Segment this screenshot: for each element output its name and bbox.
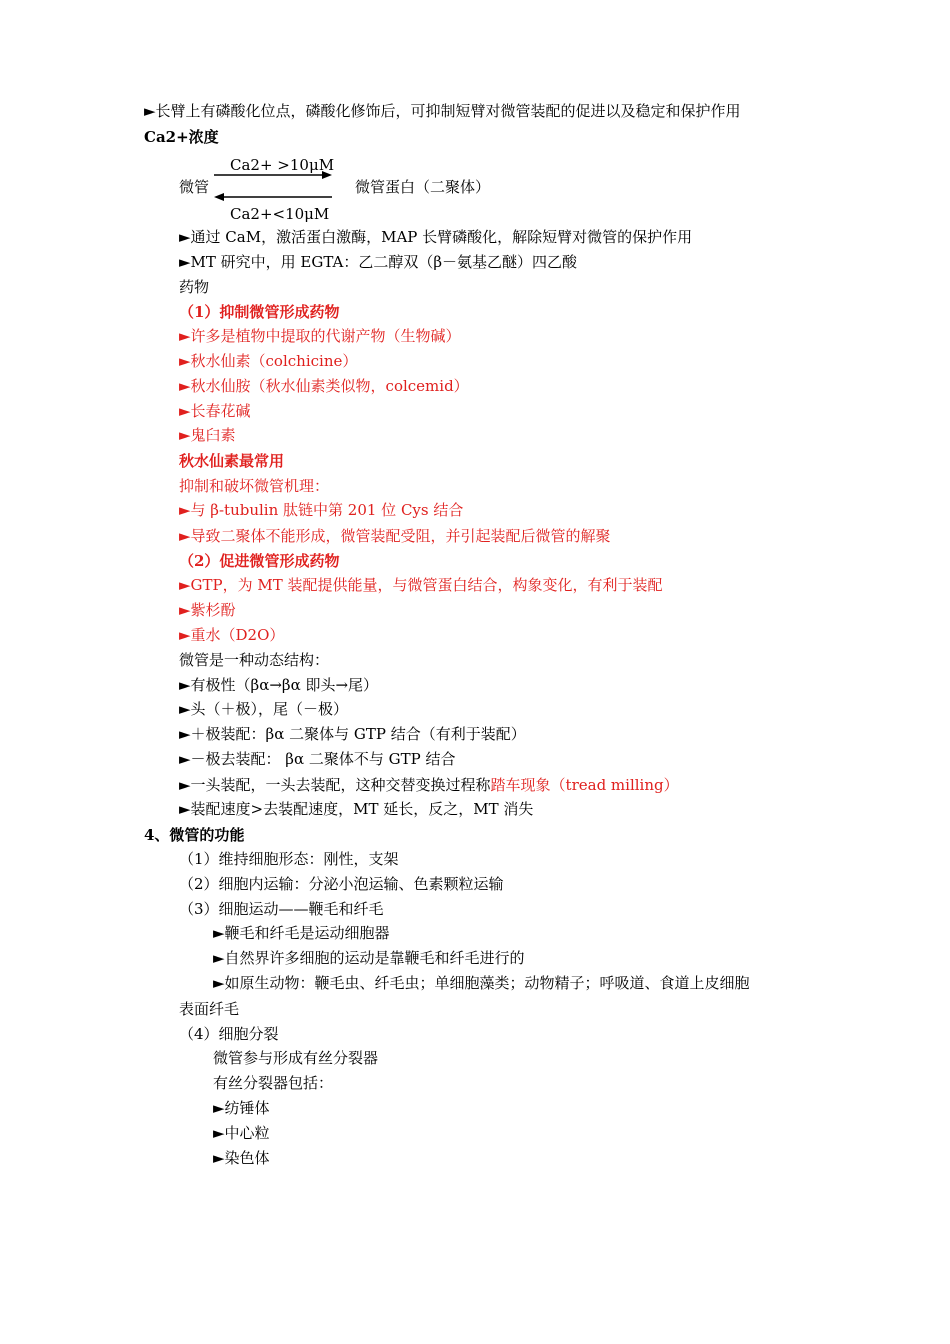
text-line: ►导致二聚体不能形成，微管装配受阻，并引起装配后微管的解聚 [179,527,611,545]
text-line: ►装配速度>去装配速度，MT 延长，反之，MT 消失 [179,800,534,818]
text-line: ►中心粒 [213,1124,270,1142]
text-line: ►纺锤体 [213,1099,270,1117]
reversible-arrow-icon [210,170,336,202]
text-line: ►通过 CaM，激活蛋白激酶，MAP 长臂磷酸化，解除短臂对微管的保护作用 [179,228,693,246]
text-line: 微管是一种动态结构： [179,651,330,669]
text-line [179,775,679,795]
bottom-condition-label: Ca2+<10μM [230,205,330,223]
highlighted-term: 踏车现象（tread milling） [490,776,679,794]
text-line: ►头（＋极），尾（－极） [179,700,349,718]
text-line: 抑制和破坏微管机理： [179,477,330,495]
text-line: ►秋水仙胺（秋水仙素类似物，colcemid） [179,377,469,395]
text-line: ►重水（D2O） [179,626,285,644]
text-line: 表面纤毛 [179,1000,240,1018]
text-span: ►一头装配，一头去装配，这种交替变换过程称 [179,776,491,794]
right-term: 微管蛋白（二聚体） [355,178,491,196]
text-line: （1）维持细胞形态：刚性，支架 [179,850,399,868]
text-line: ►紫杉酚 [179,601,236,619]
text-line: ►有极性（βα→βα 即头→尾） [179,676,379,694]
text-line: （3）细胞运动——鞭毛和纤毛 [179,900,384,918]
text-line: 微管参与形成有丝分裂器 [213,1049,379,1067]
text-line: ►＋极装配：βα 二聚体与 GTP 结合（有利于装配） [179,725,526,743]
text-line: ►长春花碱 [179,402,251,420]
text-line: （2）细胞内运输：分泌小泡运输、色素颗粒运输 [179,875,504,893]
text-line: ►长臂上有磷酸化位点，磷酸化修饰后，可抑制短臂对微管装配的促进以及稳定和保护作用 [144,102,741,120]
text-line: ►染色体 [213,1149,270,1167]
text-line: 有丝分裂器包括： [213,1074,334,1092]
text-line: （4）细胞分裂 [179,1025,279,1043]
text-line: ►鬼臼素 [179,426,236,444]
text-line: ►MT 研究中，用 EGTA：乙二醇双（β－氨基乙醚）四乙酸 [179,253,578,271]
text-line: ►－极去装配： βα 二聚体不与 GTP 结合 [179,750,456,768]
text-line: ►秋水仙素（colchicine） [179,352,358,370]
left-term: 微管 [179,178,210,196]
text-line: ►鞭毛和纤毛是运动细胞器 [213,924,390,942]
subsection-heading: （2）促进微管形成药物 [179,552,340,570]
text-line: ►许多是植物中提取的代谢产物（生物碱） [179,327,461,345]
subsection-heading: （1）抑制微管形成药物 [179,303,340,321]
text-line: ►自然界许多细胞的运动是靠鞭毛和纤毛进行的 [213,949,525,967]
text-line: ►如原生动物：鞭毛虫、纤毛虫；单细胞藻类；动物精子；呼吸道、食道上皮细胞 [213,974,750,992]
text-line: ►与 β-tubulin 肽链中第 201 位 Cys 结合 [179,501,464,519]
text-line: ►GTP，为 MT 装配提供能量，与微管蛋白结合，构象变化，有利于装配 [179,576,663,594]
top-condition-label: Ca2+ >10μM [230,156,335,174]
section-heading: 4、微管的功能 [144,826,245,844]
subsection-heading: 秋水仙素最常用 [179,452,285,470]
section-heading: Ca2+浓度 [144,128,219,146]
text-line: 药物 [179,278,210,296]
